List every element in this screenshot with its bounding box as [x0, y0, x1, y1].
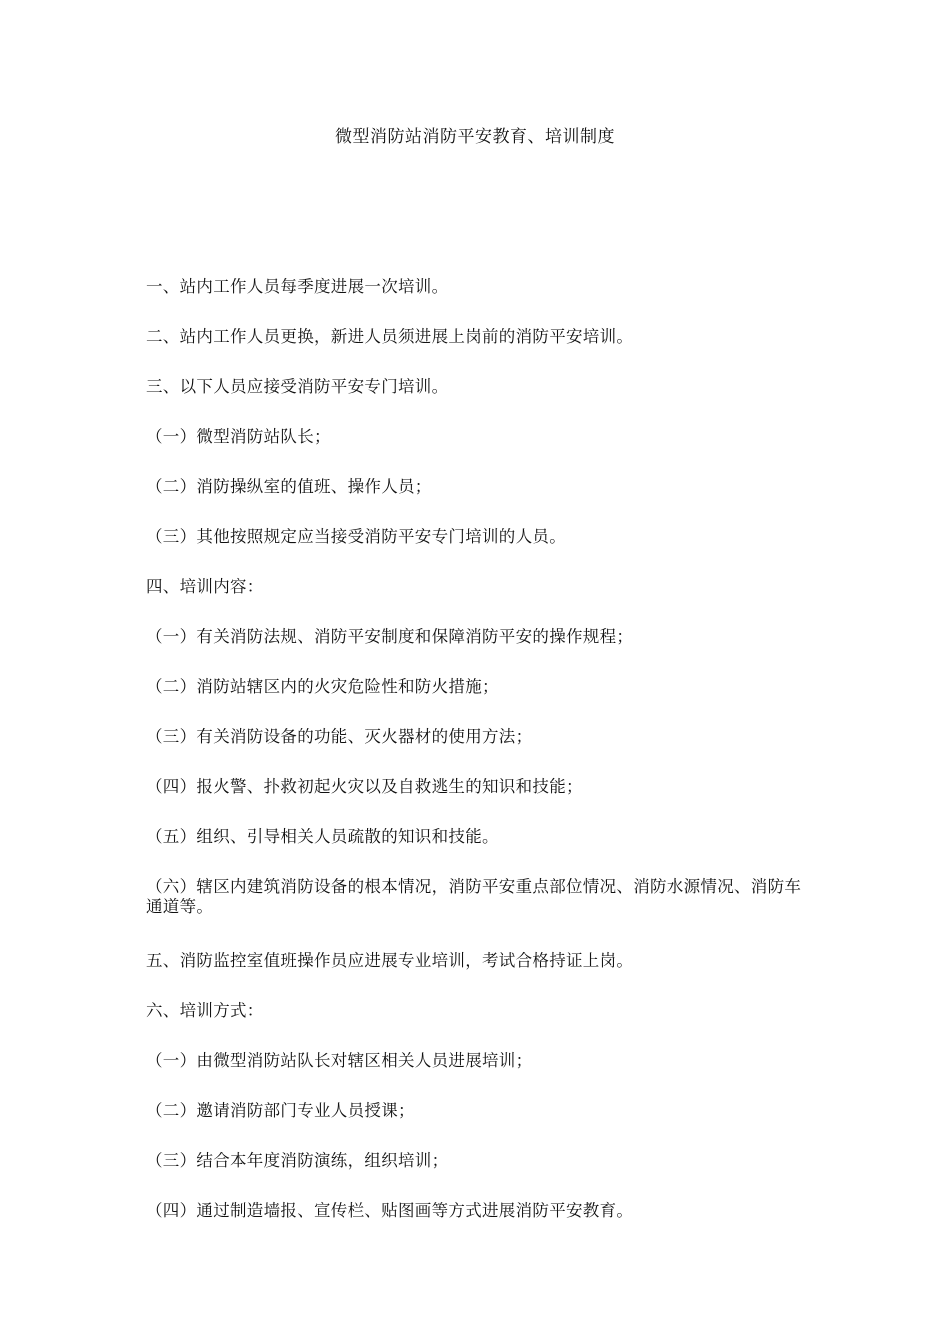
paragraph-2: 二、站内工作人员更换，新进人员须进展上岗前的消防平安培训。: [146, 327, 634, 346]
paragraph-4-item-5: （五）组织、引导相关人员疏散的知识和技能。: [146, 827, 499, 846]
paragraph-6-item-2: （二）邀请消防部门专业人员授课；: [146, 1101, 415, 1120]
paragraph-3-item-1: （一）微型消防站队长；: [146, 427, 331, 446]
paragraph-6-item-3: （三）结合本年度消防演练，组织培训；: [146, 1151, 449, 1170]
paragraph-4-item-1: （一）有关消防法规、消防平安制度和保障消防平安的操作规程；: [146, 627, 634, 646]
paragraph-4: 四、培训内容：: [146, 577, 264, 596]
paragraph-1: 一、站内工作人员每季度进展一次培训。: [146, 277, 449, 296]
paragraph-4-item-4: （四）报火警、扑救初起火灾以及自救逃生的知识和技能；: [146, 777, 583, 796]
paragraph-6-item-1: （一）由微型消防站队长对辖区相关人员进展培训；: [146, 1051, 533, 1070]
paragraph-4-item-2: （二）消防站辖区内的火灾危险性和防火措施；: [146, 677, 499, 696]
document-title: 微型消防站消防平安教育、培训制度: [335, 127, 615, 147]
paragraph-4-item-6: （六）辖区内建筑消防设备的根本情况，消防平安重点部位情况、消防水源情况、消防车通道等。: [146, 877, 802, 916]
paragraph-4-item-3: （三）有关消防设备的功能、灭火器材的使用方法；: [146, 727, 533, 746]
paragraph-3-item-2: （二）消防操纵室的值班、操作人员；: [146, 477, 432, 496]
paragraph-3: 三、以下人员应接受消防平安专门培训。: [146, 377, 449, 396]
paragraph-6-item-4: （四）通过制造墙报、宣传栏、贴图画等方式进展消防平安教育。: [146, 1201, 634, 1220]
paragraph-3-item-3: （三）其他按照规定应当接受消防平安专门培训的人员。: [146, 527, 566, 546]
paragraph-6: 六、培训方式：: [146, 1001, 264, 1020]
paragraph-5: 五、消防监控室值班操作员应进展专业培训，考试合格持证上岗。: [146, 951, 634, 970]
